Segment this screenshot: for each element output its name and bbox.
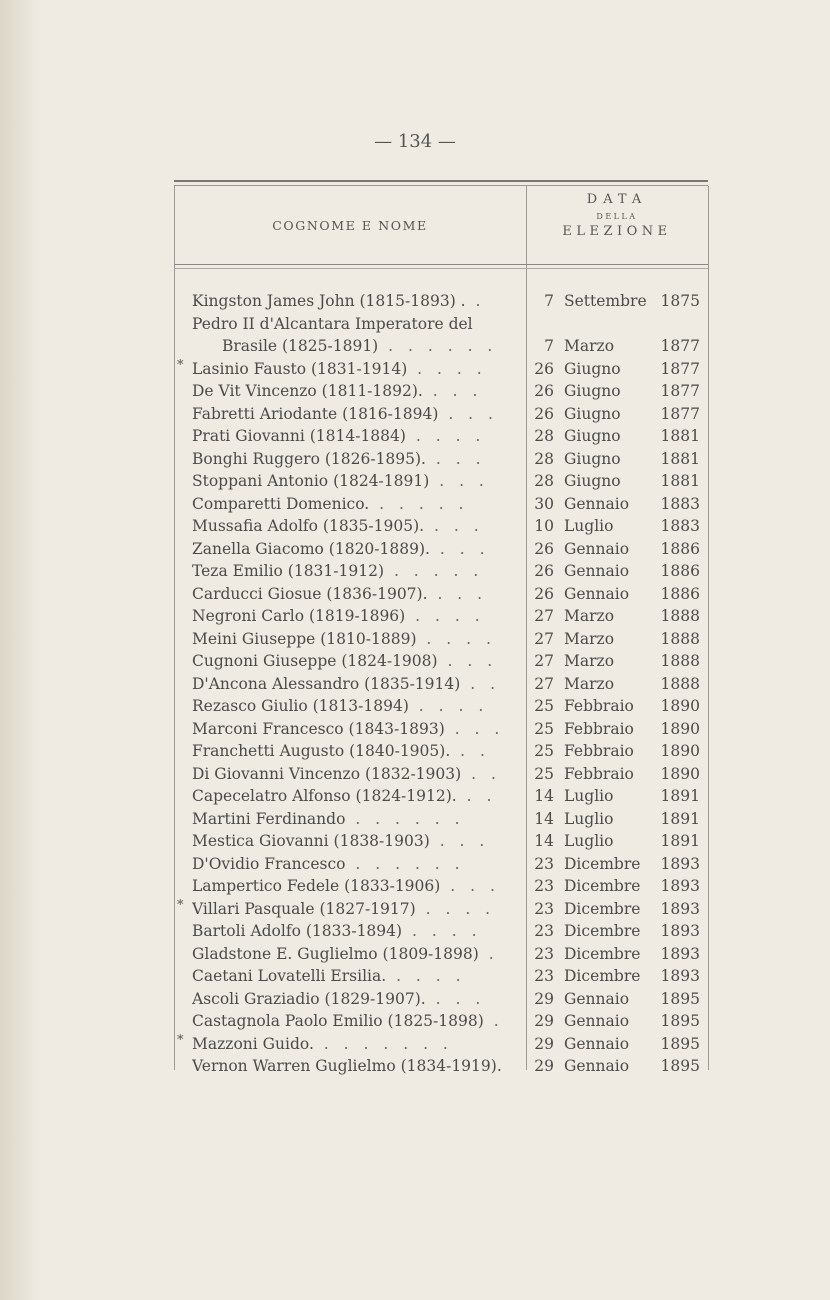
election-month: Gennaio (564, 562, 630, 580)
member-name-text: Meini Giuseppe (1810-1889) (192, 629, 417, 648)
election-year: 1877 (660, 382, 700, 400)
page-number: — 134 — (374, 131, 456, 152)
election-month: Dicembre (564, 967, 641, 985)
election-day: 29 (534, 989, 554, 1008)
election-day: 14 (534, 787, 554, 805)
table-row (174, 335, 708, 358)
table-row (174, 448, 708, 471)
table-row (174, 965, 708, 988)
table-row (174, 763, 708, 786)
member-name-text: Castagnola Paolo Emilio (1825-1898) (192, 1012, 484, 1030)
member-name (192, 988, 522, 1011)
table-row (174, 560, 708, 583)
election-year: 1888 (660, 652, 700, 670)
election-year: 1890 (660, 764, 700, 783)
member-name-text: Rezasco Giulio (1813-1894) (192, 697, 409, 715)
election-day: 30 (534, 494, 554, 513)
election-day: 28 (534, 427, 554, 445)
member-name-text: Negroni Carlo (1819-1896) (192, 607, 406, 625)
election-day: 26 (534, 382, 554, 400)
members-table (174, 180, 708, 1075)
member-name (192, 560, 522, 583)
election-day: 29 (534, 1034, 554, 1053)
table-row (174, 605, 708, 628)
leader-dots: . . . . . . (378, 337, 498, 355)
member-name-text: Lasinio Fausto (1831-1914) (192, 359, 408, 378)
member-name (192, 380, 522, 403)
election-day: 26 (534, 539, 554, 558)
leader-dots: . . . . (408, 697, 489, 715)
election-month: Febbraio (564, 697, 634, 715)
table-row (174, 830, 708, 853)
leader-dots: . . . (427, 584, 488, 603)
header-bottom-rule-inner (174, 268, 708, 269)
election-month: Febbraio (564, 764, 634, 783)
election-month: Dicembre (564, 877, 641, 895)
page-edge-shadow (0, 0, 40, 1300)
election-year: 1895 (660, 1012, 700, 1030)
asterisk-mark: * (177, 897, 184, 913)
election-month: Gennaio (564, 989, 630, 1008)
member-name (192, 515, 522, 538)
election-month: Dicembre (564, 899, 641, 918)
table-row (174, 380, 708, 403)
election-month: Luglio (564, 809, 614, 828)
election-year: 1877 (660, 404, 700, 423)
leader-dots: . . . . (415, 899, 496, 918)
leader-dots: . . . . . . (345, 809, 465, 828)
election-year: 1881 (660, 427, 700, 445)
election-month: Marzo (564, 652, 615, 670)
election-month: Gennaio (564, 1034, 630, 1053)
member-name (192, 1055, 522, 1078)
member-name-text: Di Giovanni Vincenzo (1832-1903) (192, 764, 462, 783)
member-name (192, 673, 522, 696)
election-year: 1881 (660, 472, 700, 490)
member-name (192, 718, 522, 741)
member-name (192, 290, 522, 313)
member-name (222, 335, 552, 358)
election-year: 1895 (660, 1034, 700, 1053)
election-year: 1893 (660, 967, 700, 985)
election-day: 29 (534, 1057, 554, 1075)
election-year: 1886 (660, 562, 700, 580)
table-row (174, 740, 708, 763)
member-name-text: Marconi Francesco (1843-1893) (192, 719, 445, 738)
member-name (192, 830, 522, 853)
election-year: 1893 (660, 922, 700, 940)
election-day: 25 (534, 697, 554, 715)
leader-dots: . . (461, 764, 501, 783)
member-name (192, 875, 522, 898)
election-month: Luglio (564, 517, 614, 535)
header-date-line2: DELLA (596, 212, 638, 221)
column-header-name: COGNOME E NOME (272, 218, 428, 233)
table-row (174, 290, 708, 313)
election-year: 1888 (660, 607, 700, 625)
election-year: 1883 (660, 517, 700, 535)
member-name-text: Teza Emilio (1831-1912) (192, 562, 385, 580)
member-name-text: Carducci Giosue (1836-1907). (192, 584, 428, 603)
header-date-line3: ELEZIONE (562, 224, 672, 239)
leader-dots: . . . . (407, 359, 487, 378)
election-month: Giugno (564, 472, 621, 490)
election-year: 1890 (660, 719, 700, 738)
member-name (192, 605, 522, 628)
table-row (174, 898, 708, 921)
leader-dots: . . . (438, 404, 498, 423)
member-name-text: D'Ancona Alessandro (1835-1914) (192, 674, 461, 693)
member-name (192, 493, 522, 516)
member-name (192, 470, 522, 493)
election-day: 23 (534, 854, 554, 873)
election-day: 26 (534, 404, 554, 423)
leader-dots: . . . (444, 719, 505, 738)
election-month: Giugno (564, 427, 621, 445)
member-name (192, 808, 522, 831)
leader-dots: . . . (424, 517, 484, 535)
asterisk-mark: * (177, 1032, 184, 1048)
member-name (192, 785, 522, 808)
table-row (174, 313, 708, 336)
election-year: 1890 (660, 742, 700, 760)
election-day: 7 (544, 337, 554, 355)
election-year: 1893 (660, 899, 700, 918)
member-name (192, 965, 522, 988)
election-day: 27 (534, 674, 554, 693)
member-name-text: Bonghi Ruggero (1826-1895). (192, 449, 426, 468)
table-row (174, 943, 708, 966)
leader-dots: . . (456, 787, 497, 805)
election-month: Marzo (564, 674, 615, 693)
table-row (174, 785, 708, 808)
member-name (192, 943, 522, 966)
election-month: Febbraio (564, 719, 634, 738)
table-row (174, 1055, 708, 1078)
table-row (174, 695, 708, 718)
election-month: Giugno (564, 382, 621, 400)
election-day: 26 (534, 359, 554, 378)
election-month: Giugno (564, 359, 621, 378)
table-top-rule-inner (174, 185, 708, 186)
election-month: Marzo (564, 629, 615, 648)
election-month: Marzo (564, 337, 615, 355)
member-name-text: Villari Pasquale (1827-1917) (192, 899, 416, 918)
member-name (192, 1010, 522, 1033)
election-year: 1875 (660, 292, 700, 310)
election-day: 27 (534, 607, 554, 625)
leader-dots: . (478, 944, 499, 963)
election-year: 1877 (660, 359, 700, 378)
column-header-date (526, 192, 708, 239)
table-row (174, 425, 708, 448)
member-name-text: Martini Ferdinando (192, 809, 346, 828)
member-name (192, 763, 522, 786)
member-name (192, 898, 522, 921)
election-year: 1881 (660, 449, 700, 468)
election-year: 1888 (660, 629, 700, 648)
election-year: 1895 (660, 989, 700, 1008)
table-row (174, 673, 708, 696)
leader-dots: . . . . (416, 629, 496, 648)
table-right-border (708, 186, 709, 1070)
table-row (174, 583, 708, 606)
member-name-text: Ascoli Graziadio (1829-1907). (192, 989, 426, 1008)
leader-dots: . . . . . (384, 562, 484, 580)
member-name-text: Stoppani Antonio (1824-1891) (192, 472, 430, 490)
election-day: 27 (534, 629, 554, 648)
member-name-text: Vernon Warren Guglielmo (1834-1919). (192, 1057, 502, 1075)
leader-dots: . (465, 292, 486, 310)
election-year: 1877 (660, 337, 700, 355)
leader-dots: . . . . . . . (313, 1034, 453, 1053)
election-month: Giugno (564, 449, 621, 468)
election-month: Gennaio (564, 494, 630, 513)
member-name (192, 583, 522, 606)
leader-dots: . . . (440, 877, 500, 895)
leader-dots: . . . (437, 652, 498, 670)
table-row (174, 988, 708, 1011)
member-name-text: Caetani Lovatelli Ersilia. (192, 967, 387, 985)
member-name (192, 425, 522, 448)
election-day: 10 (534, 517, 554, 535)
member-name (192, 358, 522, 381)
election-year: 1891 (660, 832, 700, 850)
table-row (174, 515, 708, 538)
leader-dots: . . . . . (369, 494, 469, 513)
election-year: 1886 (660, 584, 700, 603)
member-name-text: Cugnoni Giuseppe (1824-1908) (192, 652, 438, 670)
election-year: 1891 (660, 809, 700, 828)
table-row (174, 808, 708, 831)
member-name-text: Zanella Giacomo (1820-1889). (192, 539, 430, 558)
table-row (174, 538, 708, 561)
election-month: Marzo (564, 607, 615, 625)
table-row (174, 920, 708, 943)
member-name-text: Capecelatro Alfonso (1824-1912). (192, 787, 457, 805)
election-day: 28 (534, 449, 554, 468)
leader-dots: . . . (425, 989, 486, 1008)
table-body (174, 290, 708, 1078)
member-name (192, 650, 522, 673)
election-month: Gennaio (564, 539, 630, 558)
table-row (174, 650, 708, 673)
leader-dots: . . . . (405, 427, 486, 445)
table-row (174, 470, 708, 493)
table-row (174, 875, 708, 898)
election-day: 23 (534, 877, 554, 895)
election-month: Gennaio (564, 1012, 630, 1030)
leader-dots: . . . (429, 539, 490, 558)
election-day: 7 (544, 292, 554, 310)
member-name-text: Brasile (1825-1891) (222, 337, 379, 355)
election-month: Dicembre (564, 854, 641, 873)
election-day: 25 (534, 742, 554, 760)
table-row (174, 493, 708, 516)
asterisk-mark: * (177, 357, 184, 373)
election-month: Dicembre (564, 922, 641, 940)
election-year: 1893 (660, 877, 700, 895)
election-month: Luglio (564, 832, 614, 850)
member-name-text: Gladstone E. Guglielmo (1809-1898) (192, 944, 479, 963)
table-top-rule (174, 180, 708, 182)
leader-dots: . . . . . . (345, 854, 465, 873)
leader-dots: . . . (429, 472, 489, 490)
election-day: 23 (534, 922, 554, 940)
leader-dots: . . . (422, 382, 483, 400)
member-name (192, 628, 522, 651)
election-year: 1893 (660, 854, 700, 873)
election-year: 1886 (660, 539, 700, 558)
election-day: 23 (534, 899, 554, 918)
election-month: Gennaio (564, 1057, 630, 1075)
election-month: Febbraio (564, 742, 634, 760)
table-row (174, 853, 708, 876)
member-name-text: De Vit Vincenzo (1811-1892). (192, 382, 423, 400)
election-day: 14 (534, 832, 554, 850)
election-month: Giugno (564, 404, 621, 423)
member-name (192, 538, 522, 561)
leader-dots: . . . . (402, 922, 482, 940)
election-day: 27 (534, 652, 554, 670)
leader-dots: . (483, 1012, 504, 1030)
election-month: Luglio (564, 787, 614, 805)
member-name (192, 695, 522, 718)
leader-dots: . . (450, 742, 490, 760)
leader-dots: . . . . (405, 607, 485, 625)
leader-dots: . . (460, 674, 501, 693)
table-row (174, 1010, 708, 1033)
election-month: Gennaio (564, 584, 630, 603)
election-year: 1888 (660, 674, 700, 693)
election-month: Settembre (564, 292, 647, 310)
member-name-text: Fabretti Ariodante (1816-1894) (192, 404, 439, 423)
member-name-text: D'Ovidio Francesco (192, 854, 346, 873)
election-day: 25 (534, 719, 554, 738)
table-row (174, 403, 708, 426)
member-name (192, 740, 522, 763)
member-name (192, 853, 522, 876)
member-name-text: Pedro II d'Alcantara Imperatore del (192, 314, 473, 333)
election-year: 1883 (660, 494, 700, 513)
table-row (174, 1033, 708, 1056)
table-row (174, 358, 708, 381)
member-name (192, 313, 522, 336)
member-name-text: Bartoli Adolfo (1833-1894) (192, 922, 403, 940)
election-year: 1893 (660, 944, 700, 963)
election-day: 26 (534, 562, 554, 580)
election-day: 25 (534, 764, 554, 783)
member-name-text: Kingston James John (1815-1893) . (192, 292, 466, 310)
election-day: 29 (534, 1012, 554, 1030)
leader-dots: . . . . (386, 967, 466, 985)
member-name-text: Mazzoni Guido. (192, 1034, 314, 1053)
election-day: 14 (534, 809, 554, 828)
election-day: 28 (534, 472, 554, 490)
member-name-text: Franchetti Augusto (1840-1905). (192, 742, 451, 760)
member-name-text: Prati Giovanni (1814-1884) (192, 427, 406, 445)
member-name-text: Comparetti Domenico. (192, 494, 370, 513)
member-name (192, 920, 522, 943)
leader-dots: . . . (429, 832, 490, 850)
header-bottom-rule (174, 264, 708, 265)
election-day: 23 (534, 944, 554, 963)
header-date-line1: DATA (586, 192, 648, 207)
leader-dots: . . . (425, 449, 486, 468)
table-row (174, 718, 708, 741)
election-year: 1890 (660, 697, 700, 715)
member-name-text: Mussafia Adolfo (1835-1905). (192, 517, 425, 535)
election-year: 1891 (660, 787, 700, 805)
member-name-text: Lampertico Fedele (1833-1906) (192, 877, 441, 895)
election-day: 23 (534, 967, 554, 985)
member-name-text: Mestica Giovanni (1838-1903) (192, 832, 430, 850)
election-month: Dicembre (564, 944, 641, 963)
member-name (192, 403, 522, 426)
election-year: 1895 (660, 1057, 700, 1075)
table-row (174, 628, 708, 651)
member-name (192, 448, 522, 471)
election-day: 26 (534, 584, 554, 603)
member-name (192, 1033, 522, 1056)
